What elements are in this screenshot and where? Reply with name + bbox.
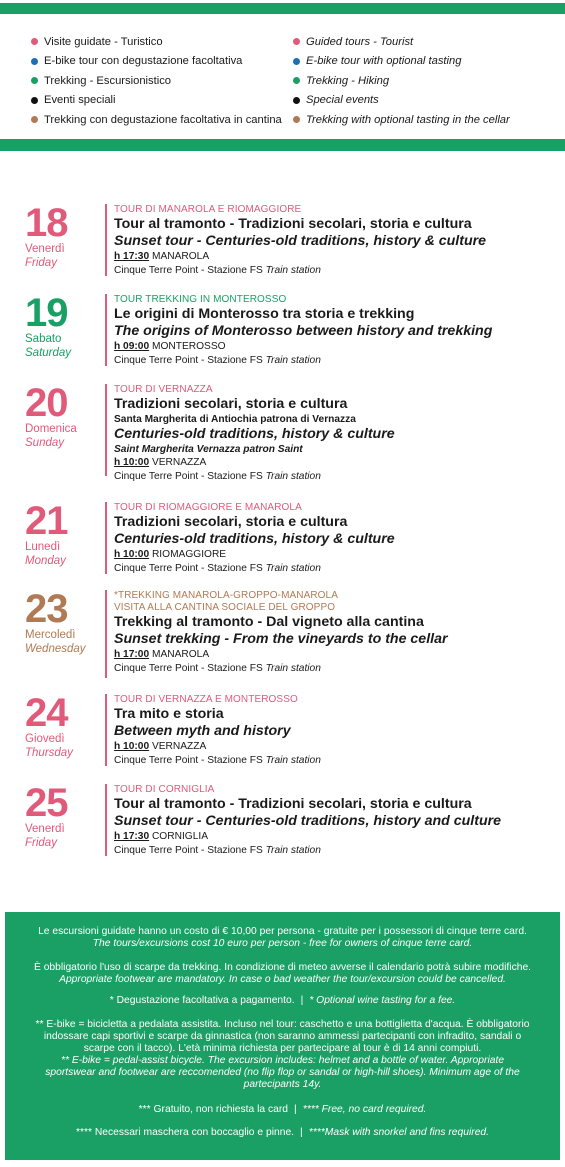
legend-item — [293, 52, 510, 72]
event-title-en: Sunset tour - Centuries-old traditions, history & culture — [114, 233, 487, 249]
legend-dot-icon — [293, 97, 300, 104]
free-note: *** Gratuito, non richiesta la card | **** Free, no card required. — [138, 1104, 427, 1115]
legend-label: Trekking with optional tasting in the cellar — [306, 113, 510, 126]
event-title-it: Trekking al tramonto - Dal vigneto alla cantina — [114, 614, 424, 630]
event-meeting-en: Train station — [265, 265, 321, 276]
event-time-place — [114, 740, 554, 754]
shoes-note-en: Appropriate footwear are mandatory. In case o bad weather the tour/excursion could be cancelled. — [59, 974, 506, 985]
event-weekday-it: Venerdì — [25, 823, 65, 835]
event-meeting-it: Cinque Terre Point - Stazione FS — [114, 265, 263, 276]
event-divider — [105, 204, 107, 276]
event-date — [25, 781, 105, 850]
event-content — [114, 694, 554, 768]
event-weekday-it: Sabato — [25, 333, 62, 345]
event-title-en: Centuries-old traditions, history & culture — [114, 531, 395, 547]
event-day-number: 23 — [25, 587, 68, 631]
legend-dot-icon — [293, 38, 300, 45]
event-title-it: Tradizioni secolari, storia e cultura — [114, 514, 348, 530]
event-meeting-it: Cinque Terre Point - Stazione FS — [114, 663, 263, 674]
event-weekday-en: Sunday — [25, 437, 65, 449]
legend-italian — [31, 32, 282, 130]
legend-dot-icon — [31, 58, 38, 65]
event-tag: TOUR DI VERNAZZA — [114, 384, 213, 395]
ebike-note-en-1: ** E-bike = pedal-assist bicycle. The excursion includes: helmet and a bottle of water. Appropriate — [60, 1055, 505, 1066]
event-content — [114, 784, 554, 858]
legend-dot-icon — [31, 38, 38, 45]
event-tag: TOUR DI MANAROLA E RIOMAGGIORE — [114, 204, 302, 215]
event-title-en: Sunset tour - Centuries-old traditions, history and culture — [114, 813, 502, 829]
event-tag: VISITA ALLA CANTINA SOCIALE DEL GROPPO — [114, 602, 336, 613]
event-weekday-it: Domenica — [25, 423, 77, 435]
legend-item — [293, 32, 510, 52]
event-tag: TOUR DI VERNAZZA E MONTEROSSO — [114, 694, 298, 705]
event-meeting-it: Cinque Terre Point - Stazione FS — [114, 563, 263, 574]
event-title-it: Tra mito e storia — [114, 706, 224, 722]
event-tag: TOUR DI RIOMAGGIORE E MANAROLA — [114, 502, 302, 513]
event-meeting-it: Cinque Terre Point - Stazione FS — [114, 355, 263, 366]
legend-item — [293, 91, 510, 111]
event-meeting-en: Train station — [265, 845, 321, 856]
event-content — [114, 590, 554, 676]
shoes-note-it: È obbligatorio l'uso di scarpe da trekking. In condizione di meteo avverse il calendario potrà subire modifiche. — [33, 962, 532, 973]
tasting-note: * Degustazione facoltativa a pagamento. | * Optional wine tasting for a fee. — [109, 995, 456, 1006]
event-meeting-point — [114, 264, 554, 278]
event-place: CORNIGLIA — [151, 831, 208, 842]
event-day-number: 21 — [25, 499, 68, 543]
snorkel-note-it: **** Necessari maschera con boccaglio e pinne. — [75, 1127, 295, 1138]
event-day-number: 19 — [25, 291, 68, 335]
event-time: h 09:00 — [114, 341, 150, 352]
event-title-en: Centuries-old traditions, history & culture — [114, 426, 395, 442]
tasting-note-it: * Degustazione facoltativa a pagamento. — [109, 995, 295, 1006]
event-weekday-en: Thursday — [25, 747, 73, 759]
event-weekday-en: Friday — [25, 257, 57, 269]
event-time-place — [114, 340, 554, 354]
legend-item — [293, 110, 510, 130]
event-divider — [105, 502, 107, 574]
event-weekday-it: Venerdì — [25, 243, 65, 255]
event-meeting-point — [114, 354, 554, 368]
event-weekday-en: Monday — [25, 555, 66, 567]
legend-item — [31, 52, 282, 72]
event-time: h 10:00 — [114, 549, 150, 560]
event-place: MANAROLA — [151, 649, 210, 660]
event-weekday-en: Saturday — [25, 347, 72, 359]
free-note-en: **** Free, no card required. — [302, 1104, 427, 1115]
event-place: RIOMAGGIORE — [151, 549, 227, 560]
event-tag: *TREKKING MANAROLA-GROPPO-MANAROLA — [114, 590, 338, 601]
event-weekday-en: Friday — [25, 837, 57, 849]
legend-dot-icon — [293, 116, 300, 123]
legend-label: Visite guidate - Turistico — [44, 35, 163, 48]
event-time-place — [114, 548, 554, 562]
legend-item — [31, 32, 282, 52]
ebike-note-it-1: ** E-bike = bicicletta a pedalata assistita. Incluso nel tour: caschetto e una bottiglietta d'acqua. È obbligatorio — [35, 1019, 530, 1030]
event-title-en: Between myth and history — [114, 723, 291, 739]
event-content — [114, 384, 554, 484]
mid-green-bar — [0, 139, 565, 151]
legend-label: Special events — [306, 94, 379, 107]
event-subtitle-en: Saint Margherita Vernazza patron Saint — [114, 444, 303, 455]
cost-note-it: Le escursioni guidate hanno un costo di € 10,00 per persona - gratuite per i possessori di cinque terre card. — [38, 926, 527, 937]
event-time-place — [114, 830, 554, 844]
event-day-number: 18 — [25, 201, 68, 245]
legend-item — [31, 71, 282, 91]
event-time-place — [114, 456, 554, 470]
event-title-it: Tour al tramonto - Tradizioni secolari, storia e cultura — [114, 796, 472, 812]
legend-english — [293, 32, 510, 130]
event-content — [114, 204, 554, 278]
event-title-en: Sunset trekking - From the vineyards to the cellar — [114, 631, 448, 647]
event-meeting-en: Train station — [265, 355, 321, 366]
event-title-it: Le origini di Monterosso tra storia e trekking — [114, 306, 415, 322]
event-date — [25, 381, 105, 450]
event-meeting-it: Cinque Terre Point - Stazione FS — [114, 471, 263, 482]
legend-dot-icon — [31, 97, 38, 104]
event-meeting-en: Train station — [265, 563, 321, 574]
event-date — [25, 291, 105, 360]
event-divider — [105, 384, 107, 476]
event-time: h 17:00 — [114, 649, 150, 660]
event-subtitle-it: Santa Margherita di Antiochia patrona di Vernazza — [114, 414, 356, 425]
event-day-number: 24 — [25, 691, 68, 735]
event-time: h 10:00 — [114, 741, 150, 752]
event-time: h 17:30 — [114, 831, 150, 842]
event-time: h 10:00 — [114, 457, 150, 468]
event-day-number: 25 — [25, 781, 68, 825]
event-meeting-en: Train station — [265, 755, 321, 766]
event-place: VERNAZZA — [151, 741, 207, 752]
event-meeting-point — [114, 844, 554, 858]
legend-label: Trekking - Hiking — [306, 74, 390, 87]
cost-note-en: The tours/excursions cost 10 euro per person - free for owners of cinque terre card. — [92, 938, 473, 949]
legend-item — [31, 91, 282, 111]
legend-label: Trekking con degustazione facoltativa in cantina — [44, 113, 282, 126]
event-divider — [105, 784, 107, 856]
event-weekday-en: Wednesday — [25, 643, 86, 655]
event-meeting-en: Train station — [265, 663, 321, 674]
snorkel-note: **** Necessari maschera con boccaglio e pinne. | ****Mask with snorkel and fins required. — [75, 1127, 490, 1138]
legend-label: E-bike tour with optional tasting — [306, 55, 462, 68]
event-meeting-point — [114, 562, 554, 576]
event-content — [114, 502, 554, 576]
event-divider — [105, 694, 107, 766]
event-date — [25, 499, 105, 568]
event-meeting-point — [114, 662, 554, 676]
event-divider — [105, 590, 107, 678]
event-tag: TOUR TREKKING IN MONTEROSSO — [114, 294, 287, 305]
event-weekday-it: Mercoledì — [25, 629, 76, 641]
event-meeting-point — [114, 470, 554, 484]
event-title-en: The origins of Monterosso between history and trekking — [114, 323, 493, 339]
ebike-note-it-2: indossare capi sportivi e scarpe da ginnastica (non saranno ammessi partecipanti con infradito, sandali o — [43, 1031, 522, 1042]
event-content — [114, 294, 554, 368]
legend-dot-icon — [31, 77, 38, 84]
legend-dot-icon — [293, 77, 300, 84]
event-title-it: Tour al tramonto - Tradizioni secolari, storia e cultura — [114, 216, 472, 232]
event-date — [25, 587, 105, 656]
event-day-number: 20 — [25, 381, 68, 425]
ebike-note-it-3: scarpe con il tacco). L'età minima richiesta per partecipare al tour è di 14 anni compiuti. — [83, 1043, 482, 1054]
tasting-note-en: * Optional wine tasting for a fee. — [309, 995, 456, 1006]
legend-label: Eventi speciali — [44, 94, 116, 107]
event-meeting-it: Cinque Terre Point - Stazione FS — [114, 755, 263, 766]
event-date — [25, 201, 105, 270]
legend-dot-icon — [293, 58, 300, 65]
event-time-place — [114, 648, 554, 662]
event-date — [25, 691, 105, 760]
ebike-note-en-3: partecipants 14y. — [243, 1079, 322, 1090]
event-weekday-it: Giovedì — [25, 733, 65, 745]
footer-notes — [5, 912, 560, 1160]
event-tag: TOUR DI CORNIGLIA — [114, 784, 215, 795]
event-meeting-point — [114, 754, 554, 768]
ebike-note-en-2: sportswear and footwear are reccomended (no flip flop or sandal or high-hill shoes). Minimum age of the — [45, 1067, 520, 1078]
event-meeting-en: Train station — [265, 471, 321, 482]
event-divider — [105, 294, 107, 366]
event-meeting-it: Cinque Terre Point - Stazione FS — [114, 845, 263, 856]
legend-label: E-bike tour con degustazione facoltativa — [44, 55, 243, 68]
top-green-bar — [0, 3, 565, 14]
event-place: MANAROLA — [151, 251, 210, 262]
event-place: MONTEROSSO — [151, 341, 226, 352]
legend-label: Trekking - Escursionistico — [44, 74, 172, 87]
legend-item — [31, 110, 282, 130]
legend-item — [293, 71, 510, 91]
event-time-place — [114, 250, 554, 264]
event-time: h 17:30 — [114, 251, 150, 262]
free-note-it: *** Gratuito, non richiesta la card — [138, 1104, 289, 1115]
event-title-it: Tradizioni secolari, storia e cultura — [114, 396, 348, 412]
snorkel-note-en: ****Mask with snorkel and fins required. — [308, 1127, 490, 1138]
event-place: VERNAZZA — [151, 457, 207, 468]
legend-label: Guided tours - Tourist — [306, 35, 414, 48]
event-weekday-it: Lunedì — [25, 541, 61, 553]
legend-dot-icon — [31, 116, 38, 123]
